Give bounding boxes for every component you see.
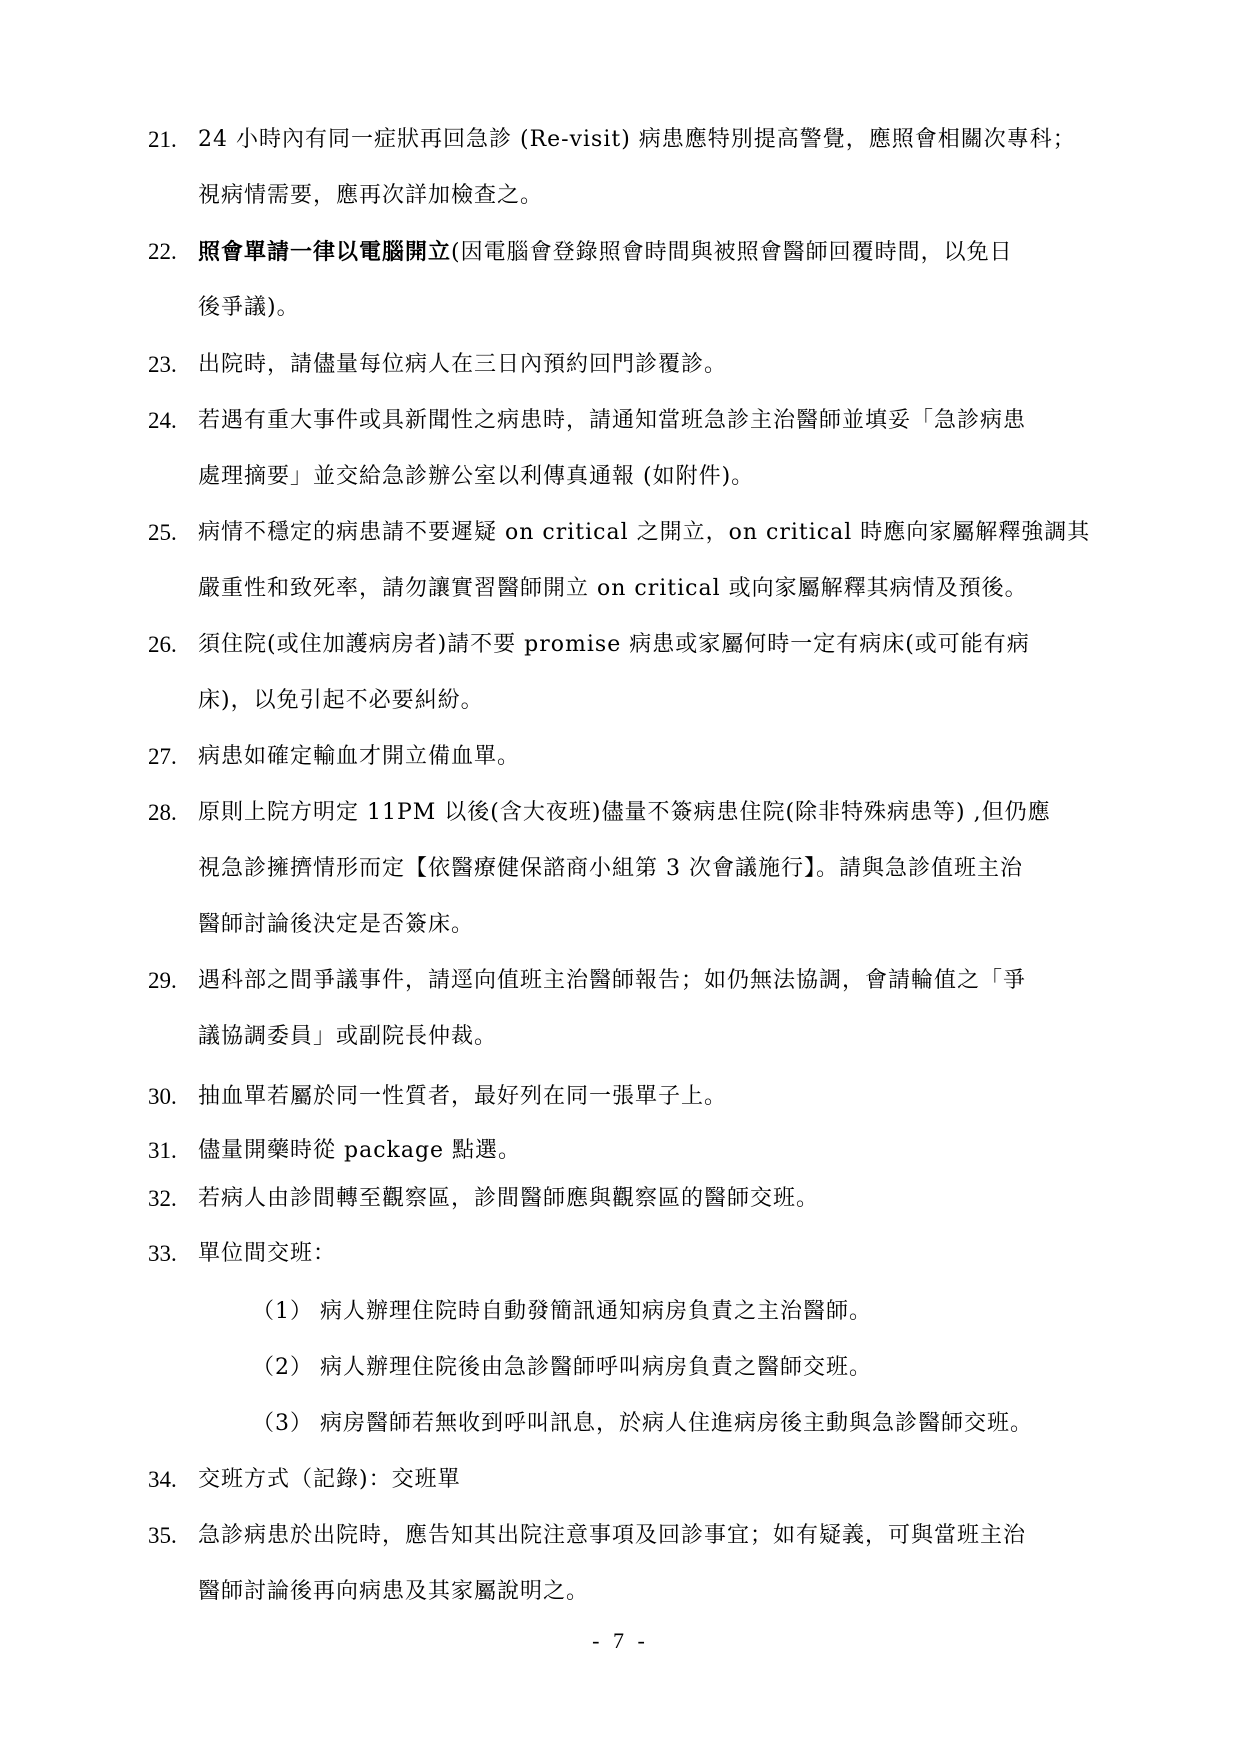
item-text: 交班方式（記錄)：交班單	[198, 1467, 461, 1492]
item-text: 醫師討論後再向病患及其家屬說明之。	[198, 1579, 590, 1604]
item-text: 病患如確定輸血才開立備血單。	[198, 744, 521, 769]
item-number: 25.	[148, 520, 177, 545]
item-text: 若遇有重大事件或具新聞性之病患時，請通知當班急診主治醫師並填妥「急診病患	[198, 408, 1027, 433]
item-number: 31.	[148, 1138, 177, 1163]
page-number: - 7 -	[592, 1628, 649, 1653]
item-number: 34.	[148, 1467, 177, 1492]
item-number: 27.	[148, 744, 177, 769]
item-text: 急診病患於出院時，應告知其出院注意事項及回診事宜；如有疑義，可與當班主治	[198, 1523, 1027, 1548]
item-number: 26.	[148, 632, 177, 657]
item-number: 30.	[148, 1084, 177, 1109]
item-text: 處理摘要」並交給急診辦公室以利傳真通報 (如附件)。	[198, 464, 755, 489]
item-number: 29.	[148, 968, 177, 993]
item-number: 32.	[148, 1186, 177, 1211]
subitem-number: （3）	[252, 1411, 313, 1436]
item-text: 嚴重性和致死率，請勿讓實習醫師開立 on critical 或向家屬解釋其病情及預後。	[198, 576, 1028, 601]
item-text: 單位間交班：	[198, 1241, 337, 1266]
item-number: 35.	[148, 1523, 177, 1548]
bold-emphasis: 照會單請一律以電腦開立	[198, 239, 452, 265]
item-text: 醫師討論後決定是否簽床。	[198, 912, 475, 937]
item-number: 24.	[148, 408, 177, 433]
item-text: 24 小時內有同一症狀再回急診 (Re-visit) 病患應特別提高警覺，應照會相關次專科；	[198, 127, 1076, 152]
item-text: 議協調委員」或副院長仲裁。	[198, 1024, 498, 1049]
item-number: 23.	[148, 352, 177, 377]
item-text: 出院時，請儘量每位病人在三日內預約回門診覆診。	[198, 352, 728, 377]
item-number: 28.	[148, 800, 177, 825]
subitem-number: （1）	[252, 1299, 313, 1324]
item-number: 33.	[148, 1241, 177, 1266]
item-text: 須住院(或住加護病房者)請不要 promise 病患或家屬何時一定有病床(或可能有病	[198, 632, 1030, 657]
item-text: 若病人由診間轉至觀察區，診間醫師應與觀察區的醫師交班。	[198, 1186, 820, 1211]
item-text: 床)，以免引起不必要糾紛。	[198, 688, 484, 713]
item-text: 儘量開藥時從 package 點選。	[198, 1138, 522, 1163]
subitem-number: （2）	[252, 1355, 313, 1380]
item-text: 原則上院方明定 11PM 以後(含大夜班)儘量不簽病患住院(除非特殊病患等) ,但仍應	[198, 800, 1051, 825]
item-number: 21.	[148, 127, 177, 152]
item-text-rest: (因電腦會登錄照會時間與被照會醫師回覆時間，以免日	[451, 240, 1013, 265]
item-text: 遇科部之間爭議事件，請逕向值班主治醫師報告；如仍無法協調，會請輪值之「爭	[198, 968, 1027, 993]
item-text: 抽血單若屬於同一性質者，最好列在同一張單子上。	[198, 1084, 728, 1109]
item-text: 後爭議)。	[198, 295, 300, 320]
subitem-text: 病人辦理住院時自動發簡訊通知病房負責之主治醫師。	[320, 1299, 873, 1324]
subitem-text: 病房醫師若無收到呼叫訊息，於病人住進病房後主動與急診醫師交班。	[320, 1411, 1034, 1436]
item-text: 視急診擁擠情形而定【依醫療健保諮商小組第 3 次會議施行】。請與急診值班主治	[198, 856, 1023, 881]
item-text: 視病情需要，應再次詳加檢查之。	[198, 183, 544, 208]
item-text: 病情不穩定的病患請不要遲疑 on critical 之開立，on critical 時應向家屬解釋強調其	[198, 520, 1091, 545]
subitem-text: 病人辦理住院後由急診醫師呼叫病房負責之醫師交班。	[320, 1355, 873, 1380]
item-text	[198, 237, 1013, 268]
item-number: 22.	[148, 239, 177, 264]
